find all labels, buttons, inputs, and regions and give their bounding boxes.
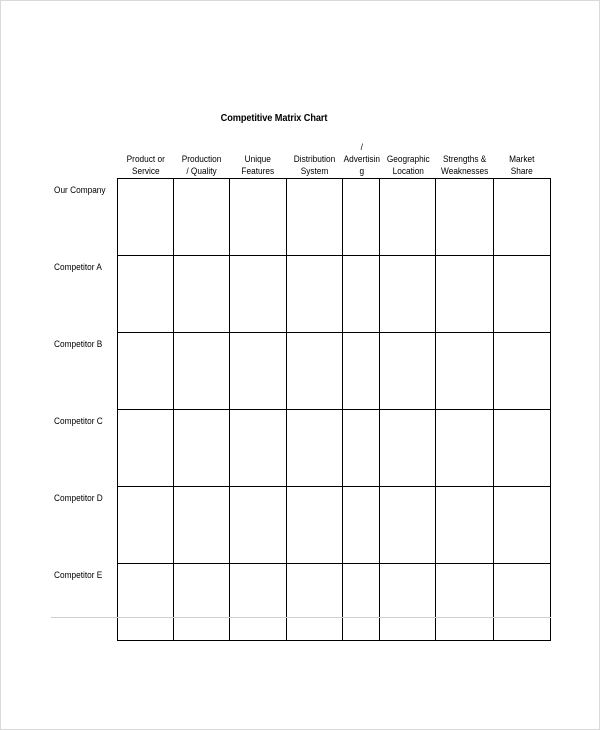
row-label-cell bbox=[51, 564, 117, 641]
column-header-label: Distribution System bbox=[293, 154, 336, 176]
matrix-cell bbox=[174, 179, 230, 256]
matrix-cell bbox=[117, 410, 173, 487]
row-label: Competitor B bbox=[54, 338, 103, 349]
matrix-cell bbox=[117, 179, 173, 256]
matrix-cell bbox=[493, 564, 550, 641]
table-row-competitor-b bbox=[51, 333, 551, 410]
matrix-cell bbox=[436, 487, 493, 564]
table-row-our-company bbox=[51, 179, 551, 256]
matrix-cell bbox=[436, 333, 493, 410]
matrix-cell bbox=[230, 487, 286, 564]
matrix-cell bbox=[230, 564, 286, 641]
matrix-cell bbox=[342, 410, 379, 487]
page-title: Competitive Matrix Chart bbox=[220, 113, 328, 124]
matrix-cell bbox=[286, 179, 342, 256]
matrix-cell bbox=[380, 487, 436, 564]
matrix-cell bbox=[493, 179, 550, 256]
matrix-cell bbox=[117, 487, 173, 564]
row-label: Competitor A bbox=[54, 261, 102, 272]
corner-cell bbox=[51, 141, 117, 179]
table-row-competitor-a bbox=[51, 256, 551, 333]
matrix-cell bbox=[117, 256, 173, 333]
row-label-cell bbox=[51, 410, 117, 487]
matrix-cell bbox=[436, 410, 493, 487]
matrix-cell bbox=[286, 487, 342, 564]
column-header-production-quality bbox=[174, 141, 230, 179]
matrix-cell bbox=[436, 256, 493, 333]
matrix-cell bbox=[230, 256, 286, 333]
column-header-market-share bbox=[493, 141, 550, 179]
column-header-geographic-location bbox=[380, 141, 436, 179]
matrix-cell bbox=[342, 564, 379, 641]
matrix-cell bbox=[174, 487, 230, 564]
column-header-label: Strengths & Weaknesses bbox=[440, 154, 489, 176]
matrix-cell bbox=[174, 564, 230, 641]
row-label-cell bbox=[51, 333, 117, 410]
table-row-competitor-d bbox=[51, 487, 551, 564]
column-header-label: / Advertisin g bbox=[344, 142, 381, 176]
matrix-cell bbox=[342, 333, 379, 410]
matrix-cell bbox=[380, 256, 436, 333]
header-row bbox=[51, 141, 551, 179]
matrix-cell bbox=[436, 564, 493, 641]
row-label-cell bbox=[51, 179, 117, 256]
matrix-cell bbox=[230, 410, 286, 487]
matrix-cell bbox=[380, 179, 436, 256]
bottom-divider bbox=[51, 617, 551, 618]
matrix-cell bbox=[493, 333, 550, 410]
column-header-label: Product or Service bbox=[126, 154, 165, 176]
matrix-cell bbox=[230, 333, 286, 410]
matrix-cell bbox=[380, 564, 436, 641]
matrix-cell bbox=[380, 410, 436, 487]
matrix-cell bbox=[436, 179, 493, 256]
matrix-cell bbox=[230, 179, 286, 256]
matrix-cell bbox=[493, 410, 550, 487]
matrix-cell bbox=[286, 410, 342, 487]
column-header-product-or-service bbox=[117, 141, 173, 179]
column-header-label: Production / Quality bbox=[181, 154, 222, 176]
matrix-cell bbox=[174, 256, 230, 333]
matrix-cell bbox=[286, 333, 342, 410]
matrix-cell bbox=[493, 487, 550, 564]
row-label: Competitor C bbox=[54, 415, 103, 426]
column-header-distribution-system bbox=[286, 141, 342, 179]
matrix-cell bbox=[117, 564, 173, 641]
table-row-competitor-e bbox=[51, 564, 551, 641]
matrix-cell bbox=[342, 179, 379, 256]
column-header-label: Geographic Location bbox=[386, 154, 430, 176]
row-label: Competitor D bbox=[54, 492, 103, 503]
column-header-label: Market Share bbox=[509, 154, 535, 176]
row-label-cell bbox=[51, 487, 117, 564]
matrix-cell bbox=[286, 564, 342, 641]
column-header-advertising bbox=[342, 141, 379, 179]
matrix-cell bbox=[174, 410, 230, 487]
matrix-cell bbox=[117, 333, 173, 410]
matrix-cell bbox=[380, 333, 436, 410]
matrix-cell bbox=[174, 333, 230, 410]
table-row-competitor-c bbox=[51, 410, 551, 487]
matrix-cell bbox=[493, 256, 550, 333]
row-label: Competitor E bbox=[54, 569, 103, 580]
column-header-unique-features bbox=[230, 141, 286, 179]
row-label: Our Company bbox=[54, 184, 106, 195]
matrix-cell bbox=[342, 487, 379, 564]
column-header-strengths-weaknesses bbox=[436, 141, 493, 179]
matrix-cell bbox=[286, 256, 342, 333]
column-header-label: Unique Features bbox=[241, 154, 275, 176]
row-label-cell bbox=[51, 256, 117, 333]
competitive-matrix-table bbox=[51, 141, 551, 641]
matrix-cell bbox=[342, 256, 379, 333]
